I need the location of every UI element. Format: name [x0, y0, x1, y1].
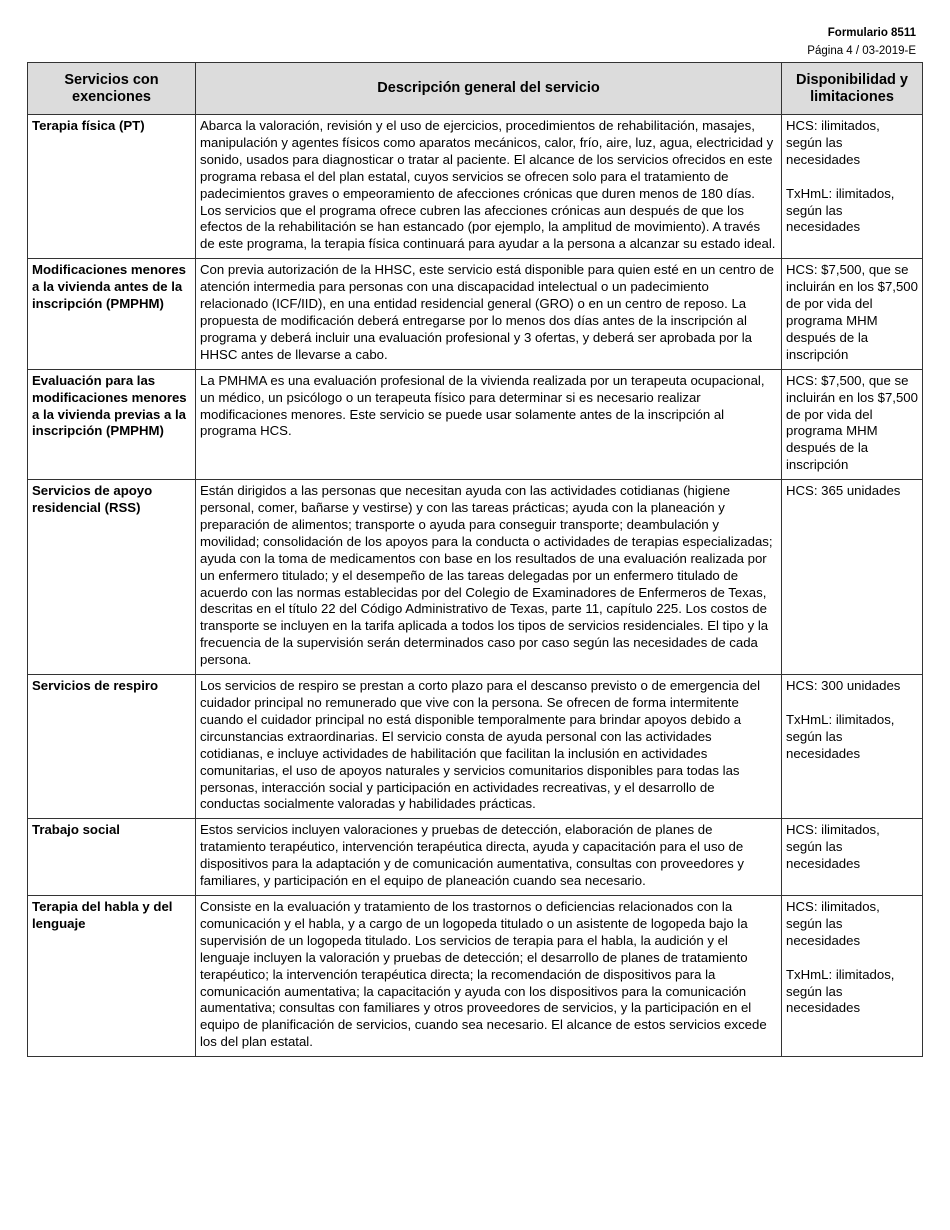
column-header-services: Servicios con exenciones	[28, 63, 196, 115]
table-row	[28, 675, 923, 819]
table-row	[28, 480, 923, 675]
service-description: Abarca la valoración, revisión y el uso de ejercicios, procedimientos de rehabilitación, masajes, manipulación y agentes físicos como aparatos mecánicos, calor, frío, aire, luz, agua, electricidad y sonido, usados para diagnosticar o tratar al paciente. El alcance de los servicios ofrecidos en este programa rebasa el del plan estatal, cuyos servicios se ofrecen solo para el tratamiento de padecimientos graves o empeoramiento de afecciones crónicas que duren menos de 180 días. Los servicios que el programa ofrece cubren las afecciones crónicas aun después de que los efectos de la rehabilitación se han estancado (por ejemplo, la amplitud de movimiento). A través de este programa, la terapia física continuará para ayudar a la persona a alcanzar su estado ideal.	[196, 115, 782, 259]
service-name: Modificaciones menores a la vivienda antes de la inscripción (PMPHM)	[28, 259, 196, 369]
table-header-row	[28, 63, 923, 115]
service-description: Están dirigidos a las personas que necesitan ayuda con las actividades cotidianas (higiene personal, comer, bañarse y vestirse) y con las tareas prácticas; ayuda con la planeación y preparación de alimentos; transporte o ayuda para conseguir transporte; deambulación y movilidad; consolidación de los apoyos para la conducta o actividades de terapias especializadas; ayuda con la toma de medicamentos con base en los resultados de una evaluación realizada por un enfermero titulado; y el desempeño de las tareas delegadas por un enfermero titulado de acuerdo con las normas establecidas por del Colegio de Examinadores de Enfermeros de Texas, descritas en el título 22 del Código Administrativo de Texas, parte 11, capítulo 225. Los costos de transporte se incluyen en la tarifa aplicada a todos los tipos de servicios residenciales. El tipo y la frecuencia de la supervisión serán determinados caso por caso según las necesidades de cada persona.	[196, 480, 782, 675]
service-description: Estos servicios incluyen valoraciones y pruebas de detección, elaboración de planes de tratamiento terapéutico, intervención terapéutica directa, ayuda y capacitación para el uso de dispositivos para la adaptación y de comunicación aumentativa, consultas con proveedores y familiares, y participación en el equipo de planeación cuando sea necesario.	[196, 819, 782, 896]
service-description: La PMHMA es una evaluación profesional de la vivienda realizada por un terapeuta ocupacional, un médico, un psicólogo o un terapeuta físico para determinar si es necesario realizar modificaciones menores. Este servicio se puede usar solamente antes de la inscripción al programa HCS.	[196, 369, 782, 479]
service-description: Con previa autorización de la HHSC, este servicio está disponible para quien esté en un centro de atención intermedia para personas con una discapacidad intelectual o un padecimiento relacionado (ICF/IID), en una entidad residencial general (GRO) o en un centro de reposo. La propuesta de modificación deberá entregarse por lo menos dos días antes de la inscripción al programa y deberá incluir una evaluación profesional y 3 ofertas, y deberá ser aprobada por la HHSC antes de llevarse a cabo.	[196, 259, 782, 369]
table-row	[28, 819, 923, 896]
services-table	[27, 62, 923, 1057]
service-availability: HCS: ilimitados, según las necesidades TxHmL: ilimitados, según las necesidades	[782, 895, 923, 1056]
table-row	[28, 895, 923, 1056]
service-availability: HCS: ilimitados, según las necesidades TxHmL: ilimitados, según las necesidades	[782, 115, 923, 259]
table-row	[28, 369, 923, 479]
service-availability: HCS: $7,500, que se incluirán en los $7,500 de por vida del programa MHM después de la inscripción	[782, 369, 923, 479]
service-name: Servicios de apoyo residencial (RSS)	[28, 480, 196, 675]
service-availability: HCS: 365 unidades	[782, 480, 923, 675]
service-availability: HCS: ilimitados, según las necesidades	[782, 819, 923, 896]
table-row	[28, 259, 923, 369]
column-header-availability: Disponibilidad y limitaciones	[782, 63, 923, 115]
form-number: Formulario 8511	[827, 27, 916, 39]
service-description: Consiste en la evaluación y tratamiento de los trastornos o deficiencias relacionados con la comunicación y el habla, y a cargo de un logopeda titulado o un asistente de logopeda bajo la supervisión de un logopeda titulado. Los servicios de terapia para el habla, la audición y el lenguaje incluyen la valoración y pruebas de detección; el desarrollo de planes de tratamiento terapéutico; la intervención terapéutica directa; la recomendación de dispositivos para la comunicación aumentativa; la capacitación y ayuda con los dispositivos para la comunicación aumentativa; consultas con familiares y otros proveedores de servicios, y la participación en el equipo de planificación de servicios, cuando sea necesario. El alcance de estos servicios excede los del plan estatal.	[196, 895, 782, 1056]
service-availability: HCS: 300 unidades TxHmL: ilimitados, según las necesidades	[782, 675, 923, 819]
service-name: Terapia del habla y del lenguaje	[28, 895, 196, 1056]
column-header-description: Descripción general del servicio	[196, 63, 782, 115]
service-name: Evaluación para las modificaciones menores a la vivienda previas a la inscripción (PMPHM)	[28, 369, 196, 479]
service-name: Terapia física (PT)	[28, 115, 196, 259]
service-availability: HCS: $7,500, que se incluirán en los $7,500 de por vida del programa MHM después de la inscripción	[782, 259, 923, 369]
service-description: Los servicios de respiro se prestan a corto plazo para el descanso previsto o de emergencia del cuidador principal no remunerado que vive con la persona. Se ofrecen de forma intermitente cuando el cuidador principal no está disponible temporalmente para brindar apoyos debido a circunstancias extraordinarias. El servicio consta de ayuda personal con las actividades cotidianas, e incluye actividades de habilitación que facilitan la inclusión en actividades comunitarias, el uso de apoyos naturales y servicios comunitarios disponibles para todas las personas, interacción social y participación en actividades recreativas, y el desarrollo de conductas socialmente valoradas y habilidades prácticas.	[196, 675, 782, 819]
service-name: Servicios de respiro	[28, 675, 196, 819]
page-number: Página 4 / 03-2019-E	[807, 45, 916, 57]
table-row	[28, 115, 923, 259]
service-name: Trabajo social	[28, 819, 196, 896]
